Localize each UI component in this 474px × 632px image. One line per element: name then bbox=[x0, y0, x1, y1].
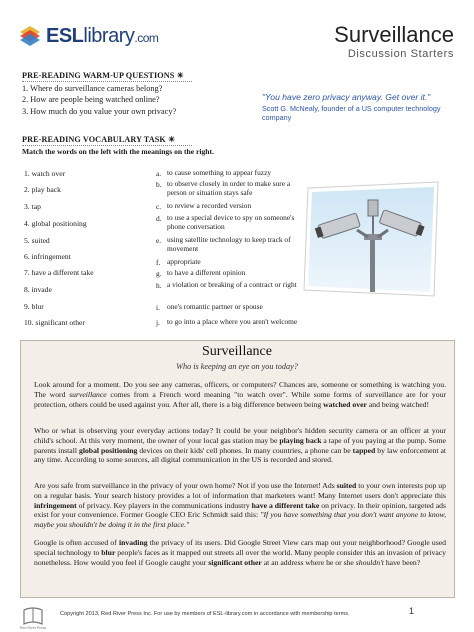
svg-text:Red River Press: Red River Press bbox=[20, 626, 46, 630]
meaning-letter: b. bbox=[156, 180, 162, 189]
esl-library-logo-icon bbox=[16, 22, 44, 50]
warmup-question: 3. How much do you value your own privacy? bbox=[22, 107, 177, 116]
reading-paragraph-3: Are you safe from surveillance in the privacy of your own home? Not if you use the Internet! Ads suited to your own interests pop up on a regular basis. Your search history provides a lot of information that marketers want! Many Internet users don't appreciate this infringement of privacy. Key players in the communications industry have a different take on privacy. In their opinion, targeted ads exist for your convenience. Former Google CEO Eric Schmidt said this: "If you have something that you don't want anyone to know, maybe you shouldn't be doing it in the first place." bbox=[34, 481, 446, 530]
meaning-text: to have a different opinion bbox=[167, 268, 246, 277]
logo-wordmark bbox=[46, 25, 158, 48]
reading-paragraph-1: Look around for a moment. Do you see any cameras, officers, or computers? Chances are, someone or something is watching you. The word surveillance comes from a French word meaning "to watch over". While some forms of surveillance are for your protection, others could be used against you. After all, there is a big difference between being watched over and being watched! bbox=[34, 380, 446, 409]
warmup-question: 1. Where do surveillance cameras belong? bbox=[22, 84, 163, 93]
meaning-text: to cause something to appear fuzzy bbox=[167, 168, 272, 177]
vocab-word: 8. invade bbox=[24, 285, 52, 294]
meaning-text: one's romantic partner or spouse bbox=[167, 302, 263, 311]
surveillance-camera-image bbox=[302, 178, 442, 301]
vocab-heading bbox=[22, 134, 176, 144]
vocab-word: 5. suited bbox=[24, 236, 50, 245]
meaning-letter: g. bbox=[156, 269, 162, 278]
meaning-text: to use a special device to spy on someone's phone conversation bbox=[167, 213, 295, 231]
reading-title: Surveillance bbox=[202, 344, 272, 359]
vocab-word: 6. infringement bbox=[24, 252, 71, 261]
vocab-word: 2. play back bbox=[24, 185, 61, 194]
vocab-heading-text: PRE-READING VOCABULARY TASK bbox=[22, 135, 166, 144]
vocab-word: 10. significant other bbox=[24, 318, 85, 327]
reading-paragraph-4: Google is often accused of invading the privacy of its users. Did Google Street View cars map out your neighborhood? Google used special technology to blur people's faces as it mapped out streets all over the world. Many people consider this an invasion of privacy nonetheless. How would you feel if Google caught your significant other at an address where he or she shouldn't have been? bbox=[34, 538, 447, 567]
divider bbox=[22, 145, 192, 146]
meaning-text: to review a recorded version bbox=[167, 201, 252, 210]
meaning-letter: h. bbox=[156, 281, 162, 290]
meaning-text: using satellite technology to keep track of movement bbox=[167, 235, 291, 253]
vocab-word: 4. global positioning bbox=[24, 219, 87, 228]
copyright-text: Copyright 2013, Red River Press Inc. For use by members of ESL-library.com in accordance with membership terms. bbox=[60, 611, 350, 617]
page-subtitle: Discussion Starters bbox=[347, 48, 454, 60]
quote-attribution: Scott G. McNealy, founder of a US computer technology company bbox=[262, 104, 441, 123]
quote-text: "You have zero privacy anyway. Get over it." bbox=[262, 92, 431, 102]
reading-paragraph-2: Who or what is observing your everyday actions today? It could be your neighbor's hidden security camera or an officer at your child's school. At this very moment, the owner of your local gas station may be playing back a tape of you paying at the pump. Some parents install global positioning devices on their kids' cell phones. In many countries, a phone can be tapped by law enforcement at any time. According to some sources, all digital communication in the US is recorded and stored. bbox=[34, 426, 447, 465]
page-number: 1 bbox=[409, 606, 415, 616]
warmup-question: 2. How are people being watched online? bbox=[22, 95, 160, 104]
divider bbox=[22, 81, 192, 82]
vocab-word: 3. tap bbox=[24, 202, 41, 211]
warmup-heading-text: PRE-READING WARM-UP QUESTIONS bbox=[22, 71, 175, 80]
meaning-text: appropriate bbox=[167, 257, 201, 266]
logo-library-text: library bbox=[83, 25, 135, 47]
sun-icon: ☀ bbox=[176, 71, 185, 80]
meaning-letter: f. bbox=[156, 258, 161, 267]
sun-icon: ☀ bbox=[168, 135, 176, 144]
vocab-word: 9. blur bbox=[24, 302, 44, 311]
meaning-letter: a. bbox=[156, 169, 162, 178]
meaning-text: to go into a place where you aren't welcome bbox=[167, 317, 298, 326]
logo-com-text: .com bbox=[134, 31, 159, 45]
vocab-word: 1. watch over bbox=[24, 169, 66, 178]
meaning-letter: c. bbox=[156, 202, 162, 211]
meaning-text: to observe closely in order to make sure a person or situation stays safe bbox=[167, 179, 291, 197]
logo-esl-text: ESL bbox=[46, 25, 84, 47]
red-river-press-logo-icon bbox=[20, 604, 46, 630]
meaning-text: a violation or breaking of a contract or right bbox=[167, 280, 297, 289]
meaning-letter: i. bbox=[156, 303, 160, 312]
reading-subtitle: Who is keeping an eye on you today? bbox=[176, 362, 298, 371]
meaning-letter: e. bbox=[156, 236, 162, 245]
meaning-letter: d. bbox=[156, 214, 162, 223]
vocab-word: 7. have a different take bbox=[24, 268, 94, 277]
page-title: Surveillance bbox=[334, 22, 454, 47]
meaning-letter: j. bbox=[156, 318, 160, 327]
vocab-instruction: Match the words on the left with the meanings on the right. bbox=[22, 147, 214, 156]
warmup-heading bbox=[22, 70, 184, 80]
